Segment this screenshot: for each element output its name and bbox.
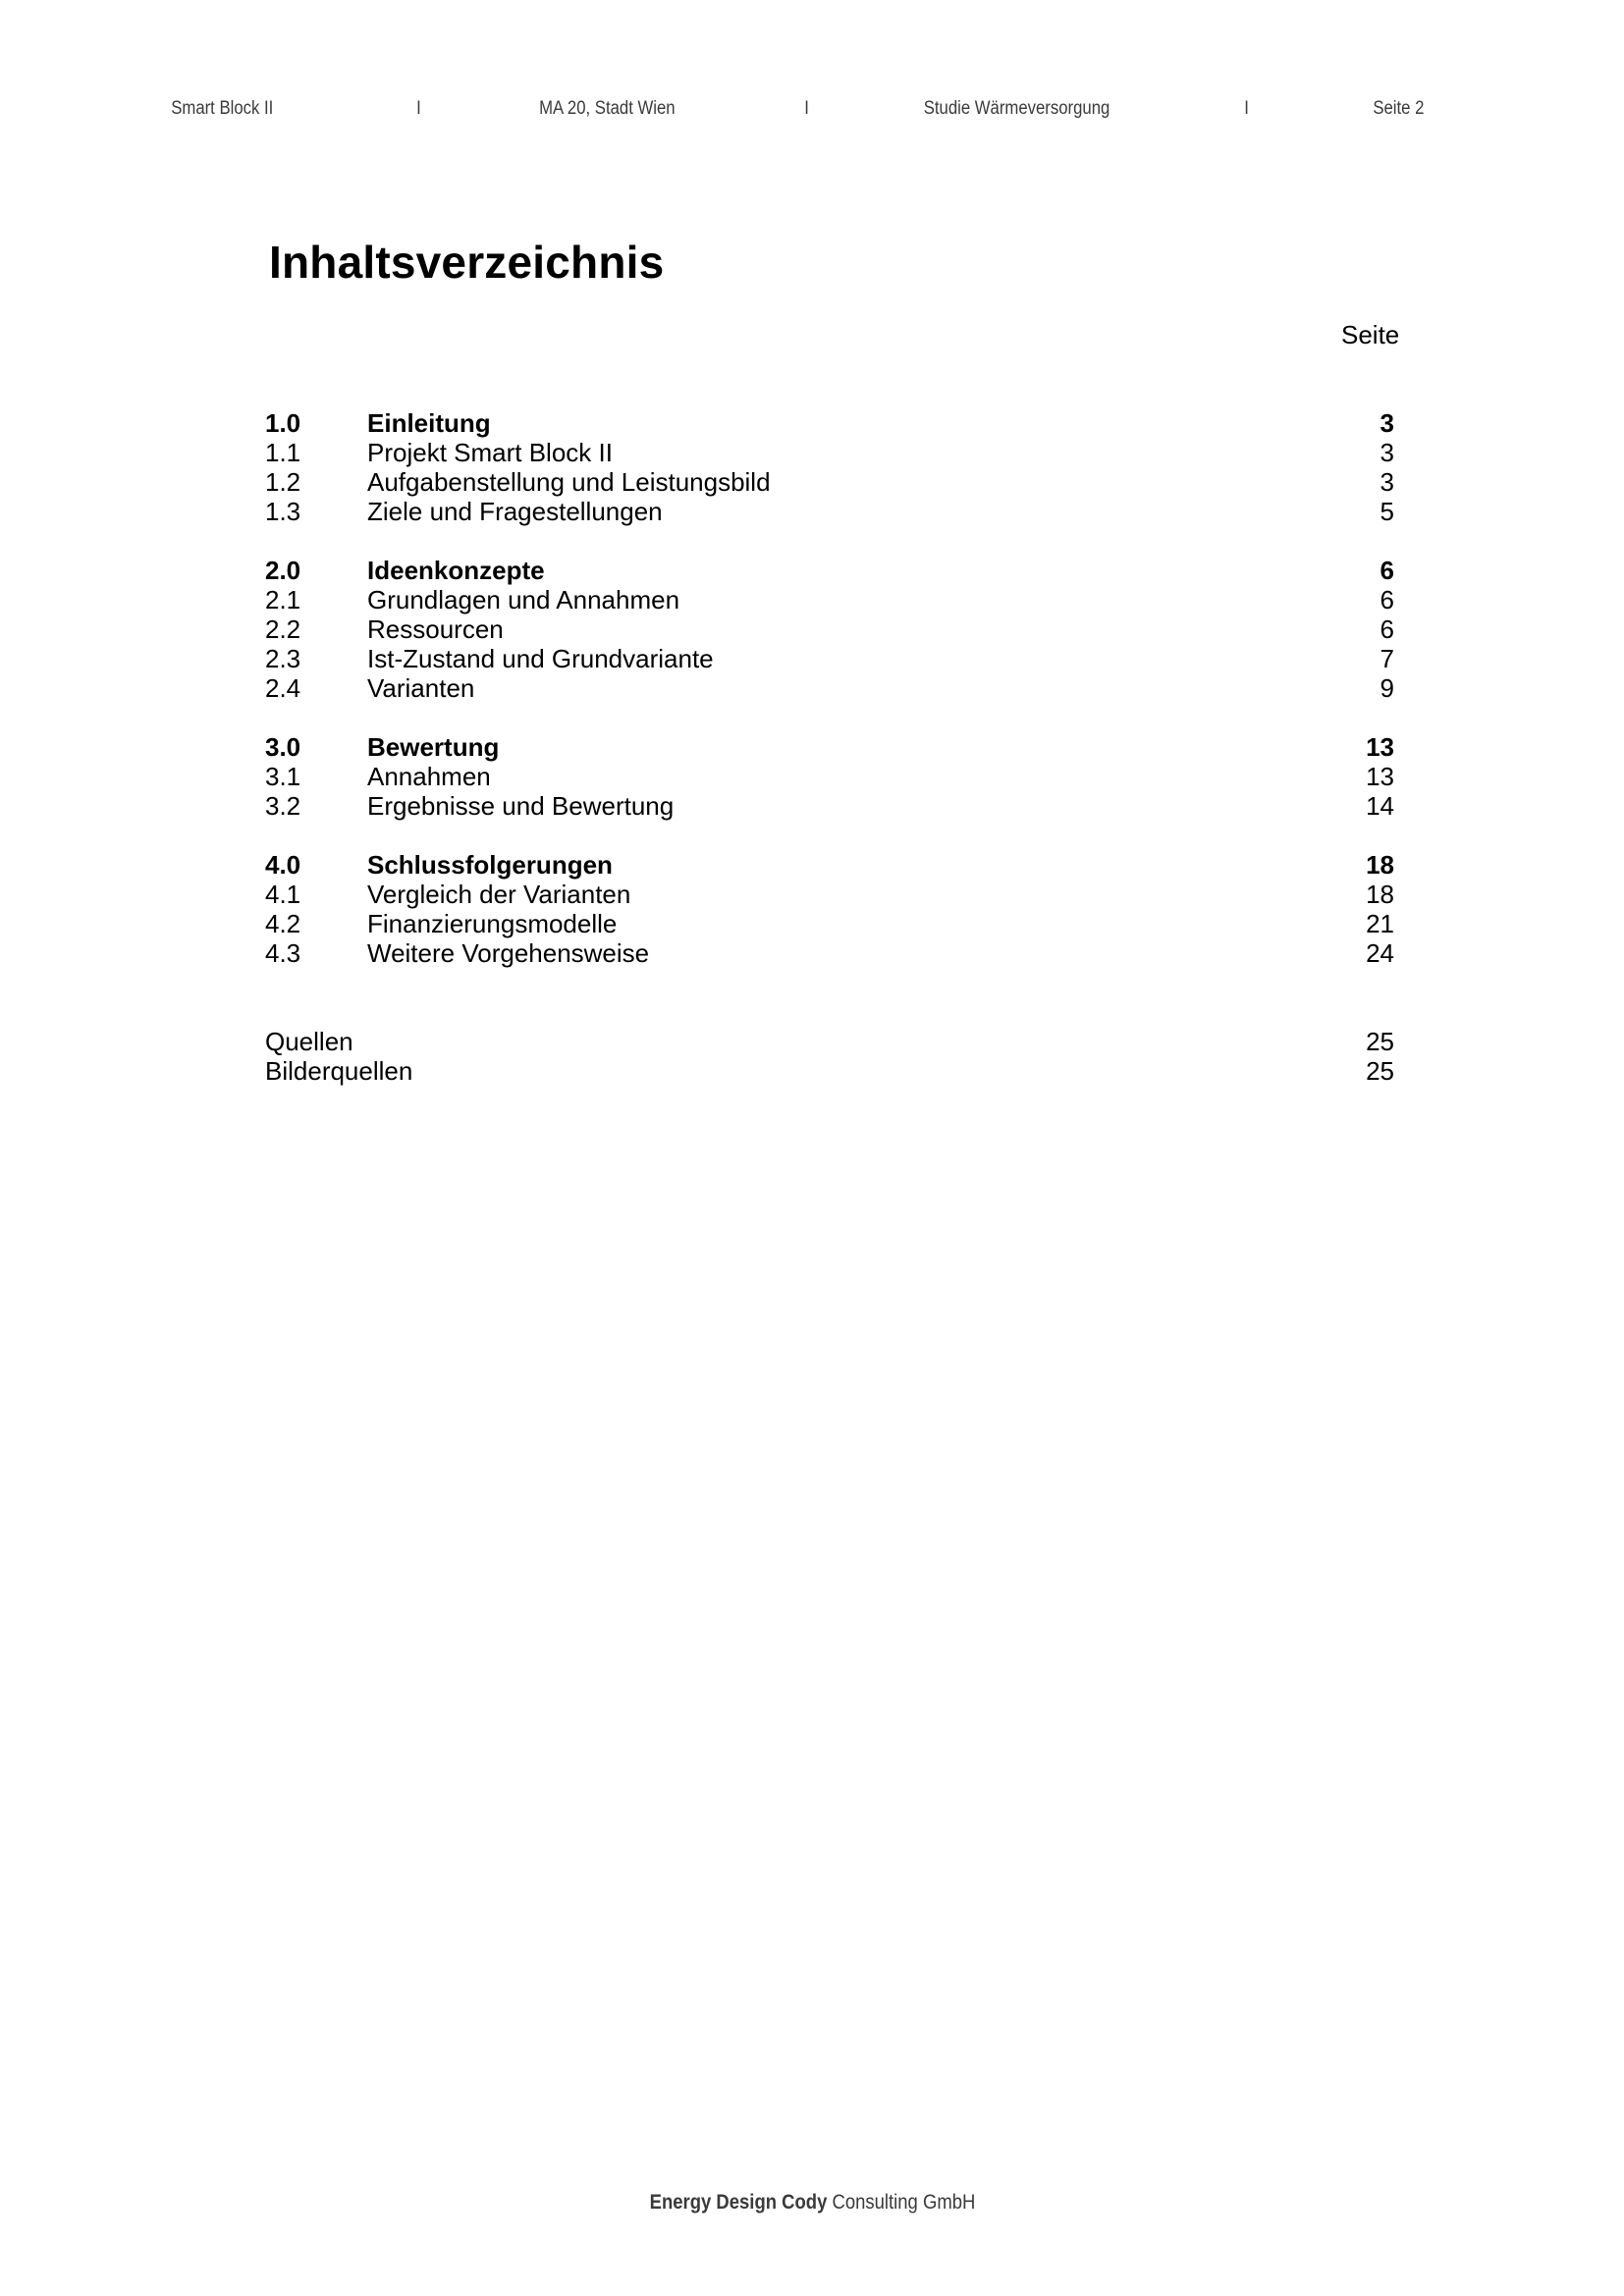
footer-company-rest: Consulting GmbH (832, 2191, 975, 2214)
footer-company-strong: Energy Design Cody (649, 2191, 827, 2214)
toc-entry-label: Einleitung (367, 408, 491, 438)
toc-entry-1-2[interactable] (265, 467, 1394, 497)
toc-entry-label: Vergleich der Varianten (367, 880, 631, 909)
toc-entry-label: Finanzierungsmodelle (367, 909, 618, 938)
toc-entry-label: Bewertung (367, 732, 500, 762)
toc-entry-label: Grundlagen und Annahmen (367, 585, 680, 614)
toc-entry-page: 3 (1380, 438, 1394, 467)
header-project: Smart Block II (171, 98, 274, 119)
toc-entry-label: Varianten (367, 673, 475, 703)
toc-entry-label: Aufgabenstellung und Leistungsbild (367, 467, 771, 497)
toc-entry-4-3[interactable] (265, 938, 1394, 968)
toc-entry-number: 2.3 (265, 644, 301, 673)
toc-entry-page: 3 (1380, 408, 1394, 438)
page-footer (0, 2191, 1624, 2215)
toc-entry-page: 7 (1380, 644, 1394, 673)
toc-entry-2-1[interactable] (265, 585, 1394, 614)
toc-entry-number: 4.0 (265, 850, 301, 880)
header-study-title: Studie Wärmeversorgung (923, 98, 1110, 119)
header-client: MA 20, Stadt Wien (539, 98, 676, 119)
toc-entry-2-4[interactable] (265, 673, 1394, 703)
toc-entry-3-1[interactable] (265, 762, 1394, 791)
toc-entry-number: 4.2 (265, 909, 301, 938)
toc-entry-label: Projekt Smart Block II (367, 438, 613, 467)
toc-entry-number: 3.0 (265, 732, 301, 762)
toc-entry-page: 21 (1366, 909, 1394, 938)
toc-entry-number: 2.2 (265, 614, 301, 644)
toc-entry-page: 6 (1380, 585, 1394, 614)
toc-entry-4-0[interactable] (265, 850, 1394, 880)
toc-entry-page: 18 (1366, 850, 1394, 880)
toc-entry-4-1[interactable] (265, 880, 1394, 909)
toc-entry-label: Schlussfolgerungen (367, 850, 613, 880)
toc-entry-page: 18 (1366, 880, 1394, 909)
toc-entry-number: 3.1 (265, 762, 301, 791)
toc-entry-page: 9 (1380, 673, 1394, 703)
toc-entry-number: 4.3 (265, 938, 301, 968)
header-separator: I (804, 98, 809, 119)
toc-entry-label: Ist-Zustand und Grundvariante (367, 644, 714, 673)
toc-entry-number: 2.1 (265, 585, 301, 614)
toc-entry-4-2[interactable] (265, 909, 1394, 938)
toc-entry-number: 1.0 (265, 408, 301, 438)
toc-entry-number: 1.3 (265, 497, 301, 526)
toc-page-column-label: Seite (1341, 320, 1400, 349)
toc-entry-1-0[interactable] (265, 408, 1394, 438)
toc-entry-number: 3.2 (265, 791, 301, 821)
toc-entry-1-1[interactable] (265, 438, 1394, 467)
toc-entry-number: 2.0 (265, 556, 301, 585)
header-separator: I (416, 98, 421, 119)
toc-entry-number: 2.4 (265, 673, 301, 703)
toc-entry-label: Ideenkonzepte (367, 556, 545, 585)
toc-title: Inhaltsverzeichnis (269, 237, 665, 288)
toc-entry-page: 25 (1366, 1056, 1394, 1086)
toc-entry-label: Weitere Vorgehensweise (367, 938, 650, 968)
toc-entry-page: 3 (1380, 467, 1394, 497)
header-page-number: Seite 2 (1373, 98, 1425, 119)
toc-entry-number: 1.2 (265, 467, 301, 497)
toc-entry-3-2[interactable] (265, 791, 1394, 821)
toc-entry-2-0[interactable] (265, 556, 1394, 585)
toc-entry-label: Quellen (265, 1027, 353, 1056)
toc-entry-label: Bilderquellen (265, 1056, 413, 1086)
toc-entry-page: 6 (1380, 614, 1394, 644)
toc-entry-3-0[interactable] (265, 732, 1394, 762)
running-header (0, 98, 1430, 124)
toc-entry-label: Ressourcen (367, 614, 504, 644)
toc-entry-page: 14 (1366, 791, 1394, 821)
toc-entry-number: 1.1 (265, 438, 301, 467)
toc-entry-page: 25 (1366, 1027, 1394, 1056)
toc-entry-quellen[interactable] (265, 1027, 1394, 1056)
toc-entry-page: 13 (1366, 732, 1394, 762)
toc-entry-2-3[interactable] (265, 644, 1394, 673)
toc-entry-page: 5 (1380, 497, 1394, 526)
toc-entry-label: Ergebnisse und Bewertung (367, 791, 675, 821)
toc-entry-label: Ziele und Fragestellungen (367, 497, 663, 526)
toc-entry-1-3[interactable] (265, 497, 1394, 526)
toc-entry-2-2[interactable] (265, 614, 1394, 644)
toc-entry-label: Annahmen (367, 762, 491, 791)
toc-entry-number: 4.1 (265, 880, 301, 909)
footer-company (649, 2191, 975, 2215)
toc-entry-page: 24 (1366, 938, 1394, 968)
toc-entry-page: 6 (1380, 556, 1394, 585)
toc-entry-page: 13 (1366, 762, 1394, 791)
toc-entry-bilderquellen[interactable] (265, 1056, 1394, 1086)
header-separator: I (1244, 98, 1249, 119)
